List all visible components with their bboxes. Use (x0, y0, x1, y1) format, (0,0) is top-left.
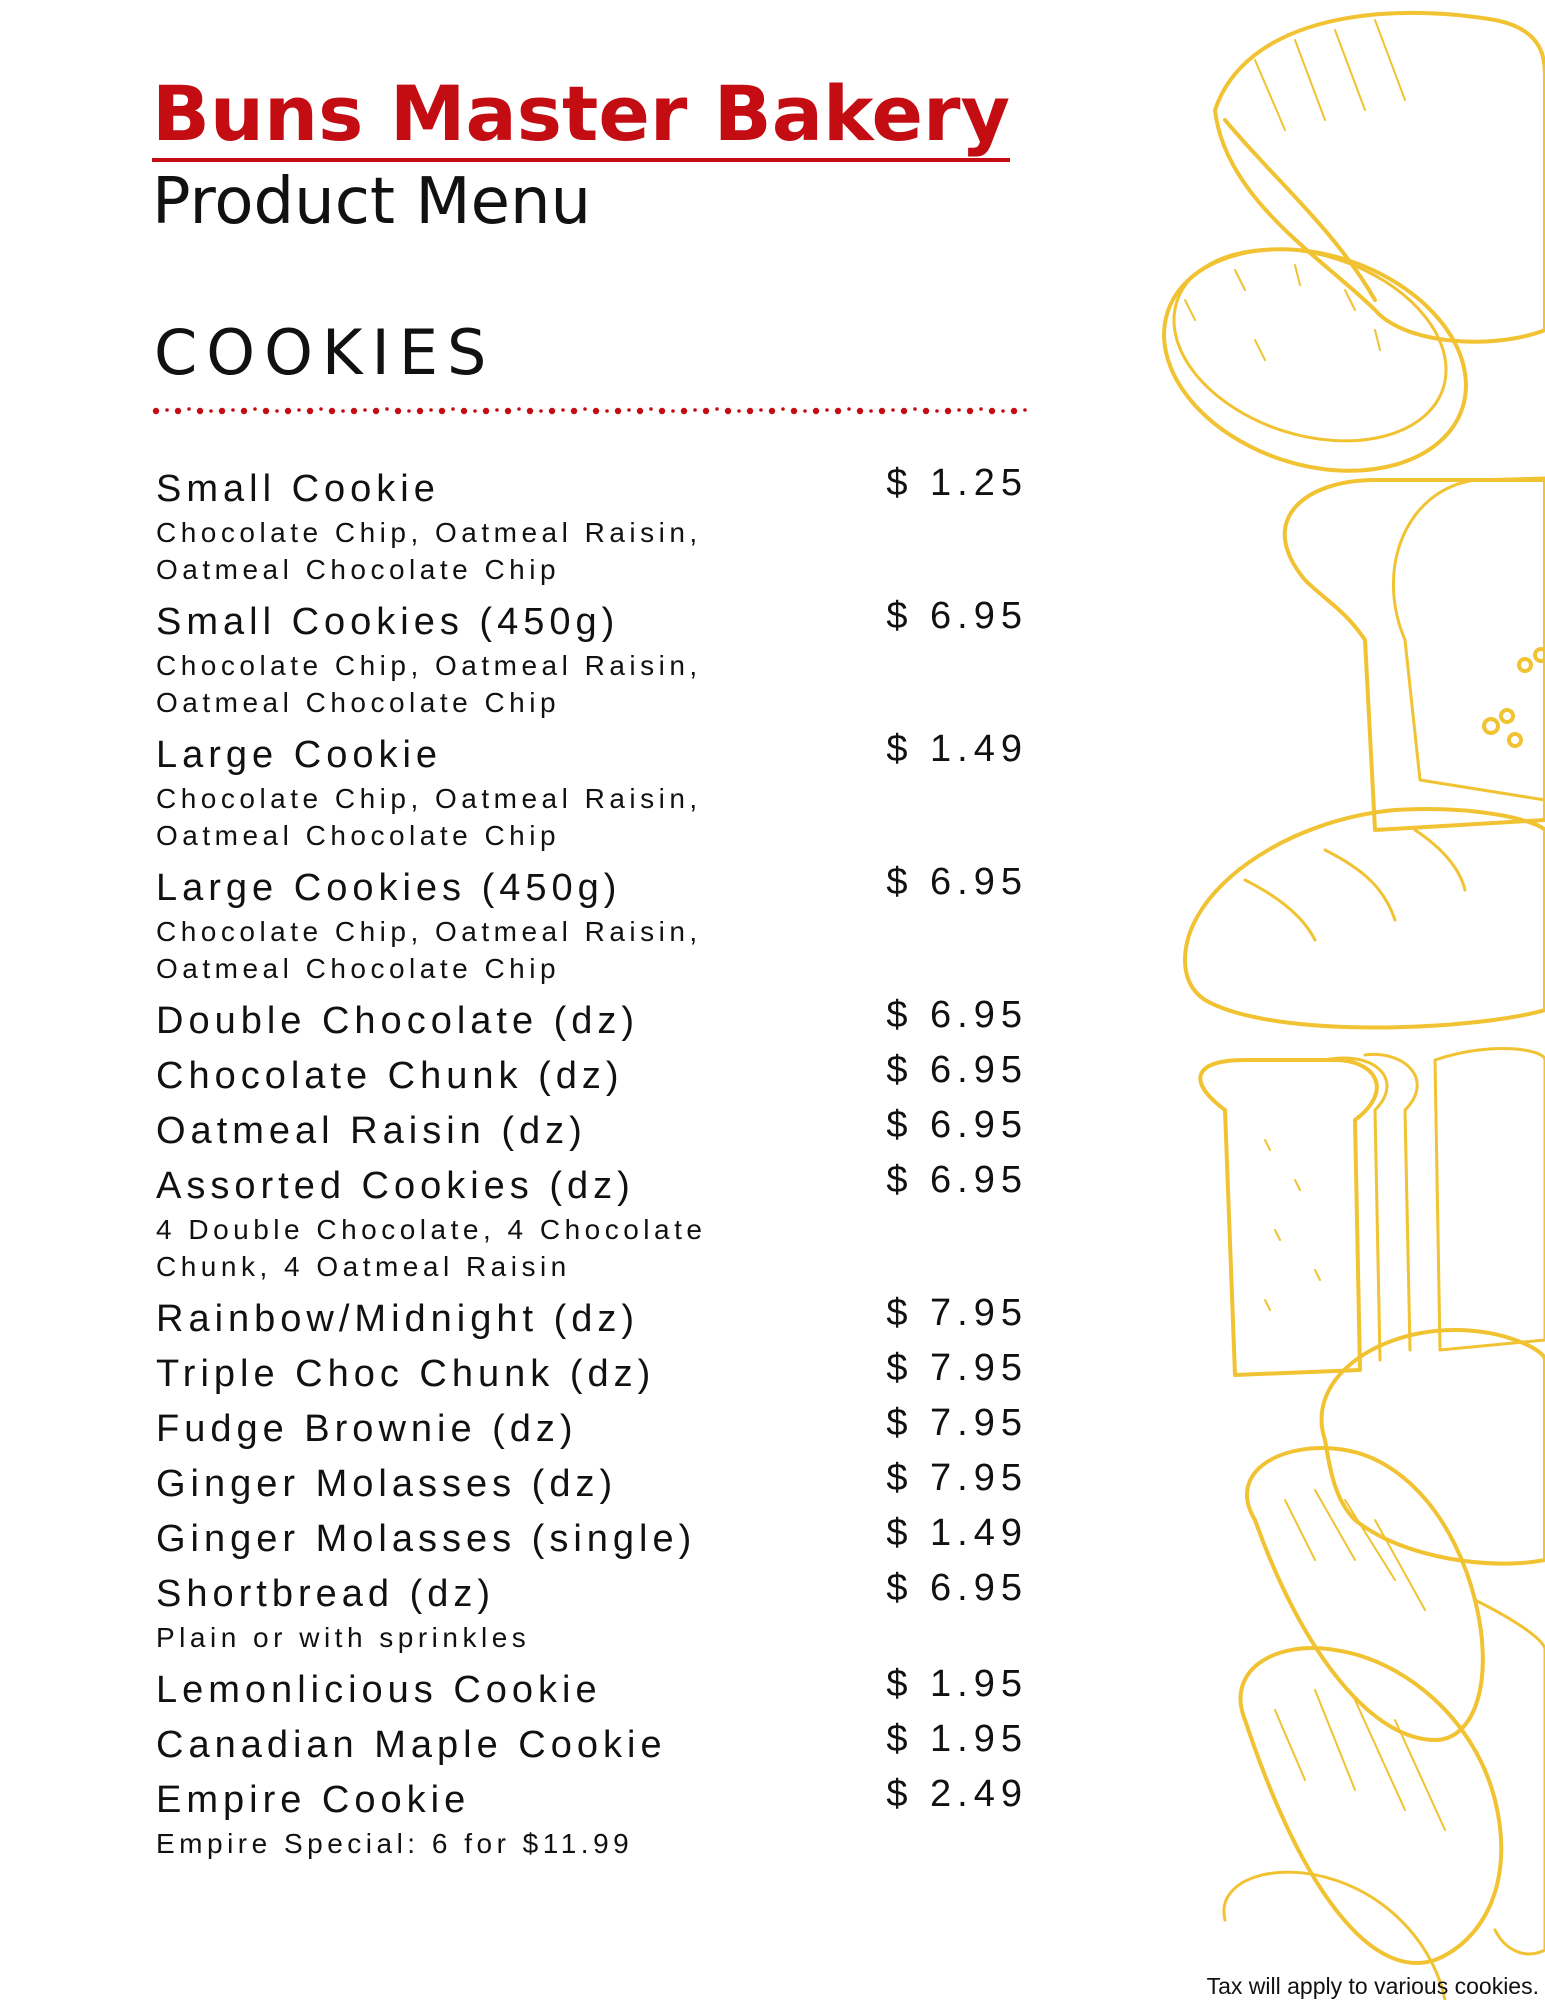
menu-item-description: Chocolate Chip, Oatmeal Raisin, (156, 517, 702, 548)
divider-dot (505, 408, 511, 414)
divider-dot (901, 408, 907, 414)
menu-item-price: $ 7.95 (886, 1347, 1028, 1389)
menu-item-price: $ 1.95 (886, 1718, 1028, 1760)
divider-dot (615, 408, 621, 414)
menu-item-description: Oatmeal Chocolate Chip (156, 820, 561, 851)
brand-title: Buns Master Bakery (152, 69, 1011, 158)
divider-dot (539, 409, 543, 413)
menu-item-description: Empire Special: 6 for $11.99 (156, 1828, 634, 1859)
menu-item-name: Assorted Cookies (dz) (156, 1165, 635, 1207)
divider-dot (495, 408, 499, 412)
menu-item-name: Rainbow/Midnight (dz) (156, 1298, 640, 1340)
divider-dot (483, 408, 489, 414)
menu-item (156, 1402, 1036, 1457)
menu-item (156, 728, 1036, 857)
menu-list (156, 462, 1036, 1869)
divider-dot (923, 408, 929, 414)
menu-item-description: Chocolate Chip, Oatmeal Raisin, (156, 916, 702, 947)
divider-dot (373, 408, 379, 414)
menu-item-name: Ginger Molasses (single) (156, 1518, 697, 1560)
divider-dot (857, 408, 863, 414)
menu-item-description: Chocolate Chip, Oatmeal Raisin, (156, 650, 702, 681)
divider-dot (605, 409, 609, 413)
divider-dot (791, 408, 797, 414)
divider-dot (571, 408, 577, 414)
menu-item-price: $ 2.49 (886, 1773, 1028, 1815)
menu-item (156, 1718, 1036, 1773)
menu-item-description: Plain or with sprinkles (156, 1622, 531, 1653)
divider-dot (979, 407, 983, 411)
menu-item-price: $ 6.95 (886, 595, 1028, 637)
menu-item-price: $ 6.95 (886, 1049, 1028, 1091)
divider-dot (275, 409, 279, 413)
divider-dot (781, 407, 785, 411)
divider-dot (231, 408, 235, 412)
divider-dot (681, 408, 687, 414)
menu-item-name: Large Cookies (450g) (156, 867, 622, 909)
divider-dot (451, 407, 455, 411)
divider-dot (417, 408, 423, 414)
menu-item (156, 1347, 1036, 1402)
divider-dot (957, 408, 961, 412)
divider-dot (803, 409, 807, 413)
divider-dot (153, 408, 159, 414)
menu-item (156, 1773, 1036, 1865)
divider-dot (737, 409, 741, 413)
divider-dot (219, 408, 225, 414)
divider-dot (725, 408, 731, 414)
menu-item-price: $ 6.95 (886, 1567, 1028, 1609)
bread-illustration-icon (1075, 0, 1545, 2000)
divider-dot (165, 408, 169, 412)
section-title: COOKIES (154, 316, 496, 389)
menu-item (156, 462, 1036, 591)
divider-dot (263, 408, 269, 414)
divider-dot (351, 408, 357, 414)
divider-dot (329, 408, 335, 414)
menu-item-description: Chocolate Chip, Oatmeal Raisin, (156, 783, 702, 814)
menu-item-price: $ 7.95 (886, 1292, 1028, 1334)
divider-dot (1001, 409, 1005, 413)
divider-dot (461, 408, 467, 414)
divider-dot (1023, 408, 1027, 412)
menu-item-name: Small Cookie (156, 468, 440, 510)
menu-item-name: Fudge Brownie (dz) (156, 1408, 578, 1450)
divider-dot (209, 409, 213, 413)
menu-item-price: $ 1.25 (886, 462, 1028, 504)
menu-item-name: Shortbread (dz) (156, 1573, 496, 1615)
menu-item-name: Chocolate Chunk (dz) (156, 1055, 624, 1097)
divider-dot (527, 408, 533, 414)
menu-item-price: $ 6.95 (886, 994, 1028, 1036)
divider-dot (593, 408, 599, 414)
divider-dot (759, 408, 763, 412)
menu-item (156, 1049, 1036, 1104)
menu-item-description: Oatmeal Chocolate Chip (156, 554, 561, 585)
menu-item-description: Oatmeal Chocolate Chip (156, 953, 561, 984)
brand-underline (152, 158, 1010, 162)
menu-item (156, 1457, 1036, 1512)
menu-item-name: Triple Choc Chunk (dz) (156, 1353, 656, 1395)
menu-item (156, 1663, 1036, 1718)
menu-item-price: $ 6.95 (886, 861, 1028, 903)
menu-item (156, 595, 1036, 724)
menu-item-name: Empire Cookie (156, 1779, 471, 1821)
divider-dot (869, 409, 873, 413)
menu-item-price: $ 7.95 (886, 1457, 1028, 1499)
divider-dot (747, 408, 753, 414)
divider-dot (319, 407, 323, 411)
divider-dot (847, 407, 851, 411)
divider-dot (395, 408, 401, 414)
divider-dot (253, 407, 257, 411)
divider-dot (473, 409, 477, 413)
menu-item-name: Lemonlicious Cookie (156, 1669, 602, 1711)
menu-item-price: $ 7.95 (886, 1402, 1028, 1444)
divider-dot (561, 408, 565, 412)
menu-item-name: Canadian Maple Cookie (156, 1724, 667, 1766)
divider-dot (1011, 408, 1017, 414)
menu-item-name: Ginger Molasses (dz) (156, 1463, 618, 1505)
divider-dot (813, 408, 819, 414)
divider-dot (967, 408, 973, 414)
divider-dot (637, 408, 643, 414)
divider-dot (935, 409, 939, 413)
divider-dot (297, 408, 301, 412)
divider-dot (429, 408, 433, 412)
menu-item-description: Chunk, 4 Oatmeal Raisin (156, 1251, 571, 1282)
menu-item-name: Small Cookies (450g) (156, 601, 620, 643)
menu-item-name: Double Chocolate (dz) (156, 1000, 640, 1042)
divider-dot (583, 407, 587, 411)
menu-item-price: $ 1.95 (886, 1663, 1028, 1705)
menu-item-price: $ 1.49 (886, 728, 1028, 770)
menu-item (156, 1512, 1036, 1567)
divider-dot (649, 407, 653, 411)
menu-item (156, 1104, 1036, 1159)
divider-dot (285, 408, 291, 414)
divider-dot (913, 407, 917, 411)
menu-item (156, 861, 1036, 990)
divider-dot (835, 408, 841, 414)
divider-dot (517, 407, 521, 411)
divider-dot (891, 408, 895, 412)
menu-item-name: Oatmeal Raisin (dz) (156, 1110, 587, 1152)
divider-dot (825, 408, 829, 412)
divider-dot (945, 408, 951, 414)
menu-item-price: $ 6.95 (886, 1159, 1028, 1201)
menu-item-price: $ 6.95 (886, 1104, 1028, 1146)
dotted-divider (152, 404, 1028, 418)
divider-dot (407, 409, 411, 413)
menu-item (156, 994, 1036, 1049)
divider-dot (307, 408, 313, 414)
tax-footnote: Tax will apply to various cookies. (1206, 1973, 1539, 1999)
divider-dot (439, 408, 445, 414)
divider-dot (175, 408, 181, 414)
menu-item-name: Large Cookie (156, 734, 443, 776)
divider-dot (671, 409, 675, 413)
page-subtitle: Product Menu (152, 165, 592, 239)
divider-dot (187, 407, 191, 411)
divider-dot (769, 408, 775, 414)
divider-dot (693, 408, 697, 412)
divider-dot (363, 408, 367, 412)
menu-item (156, 1292, 1036, 1347)
divider-dot (703, 408, 709, 414)
divider-dot (385, 407, 389, 411)
divider-dot (341, 409, 345, 413)
divider-dot (197, 408, 203, 414)
menu-item-description: 4 Double Chocolate, 4 Chocolate (156, 1214, 707, 1245)
menu-item (156, 1567, 1036, 1659)
divider-dot (549, 408, 555, 414)
divider-dot (879, 408, 885, 414)
menu-item-description: Oatmeal Chocolate Chip (156, 687, 561, 718)
divider-dot (627, 408, 631, 412)
menu-item-price: $ 1.49 (886, 1512, 1028, 1554)
divider-dot (989, 408, 995, 414)
divider-dot (715, 407, 719, 411)
divider-dot (659, 408, 665, 414)
divider-dot (241, 408, 247, 414)
menu-item (156, 1159, 1036, 1288)
